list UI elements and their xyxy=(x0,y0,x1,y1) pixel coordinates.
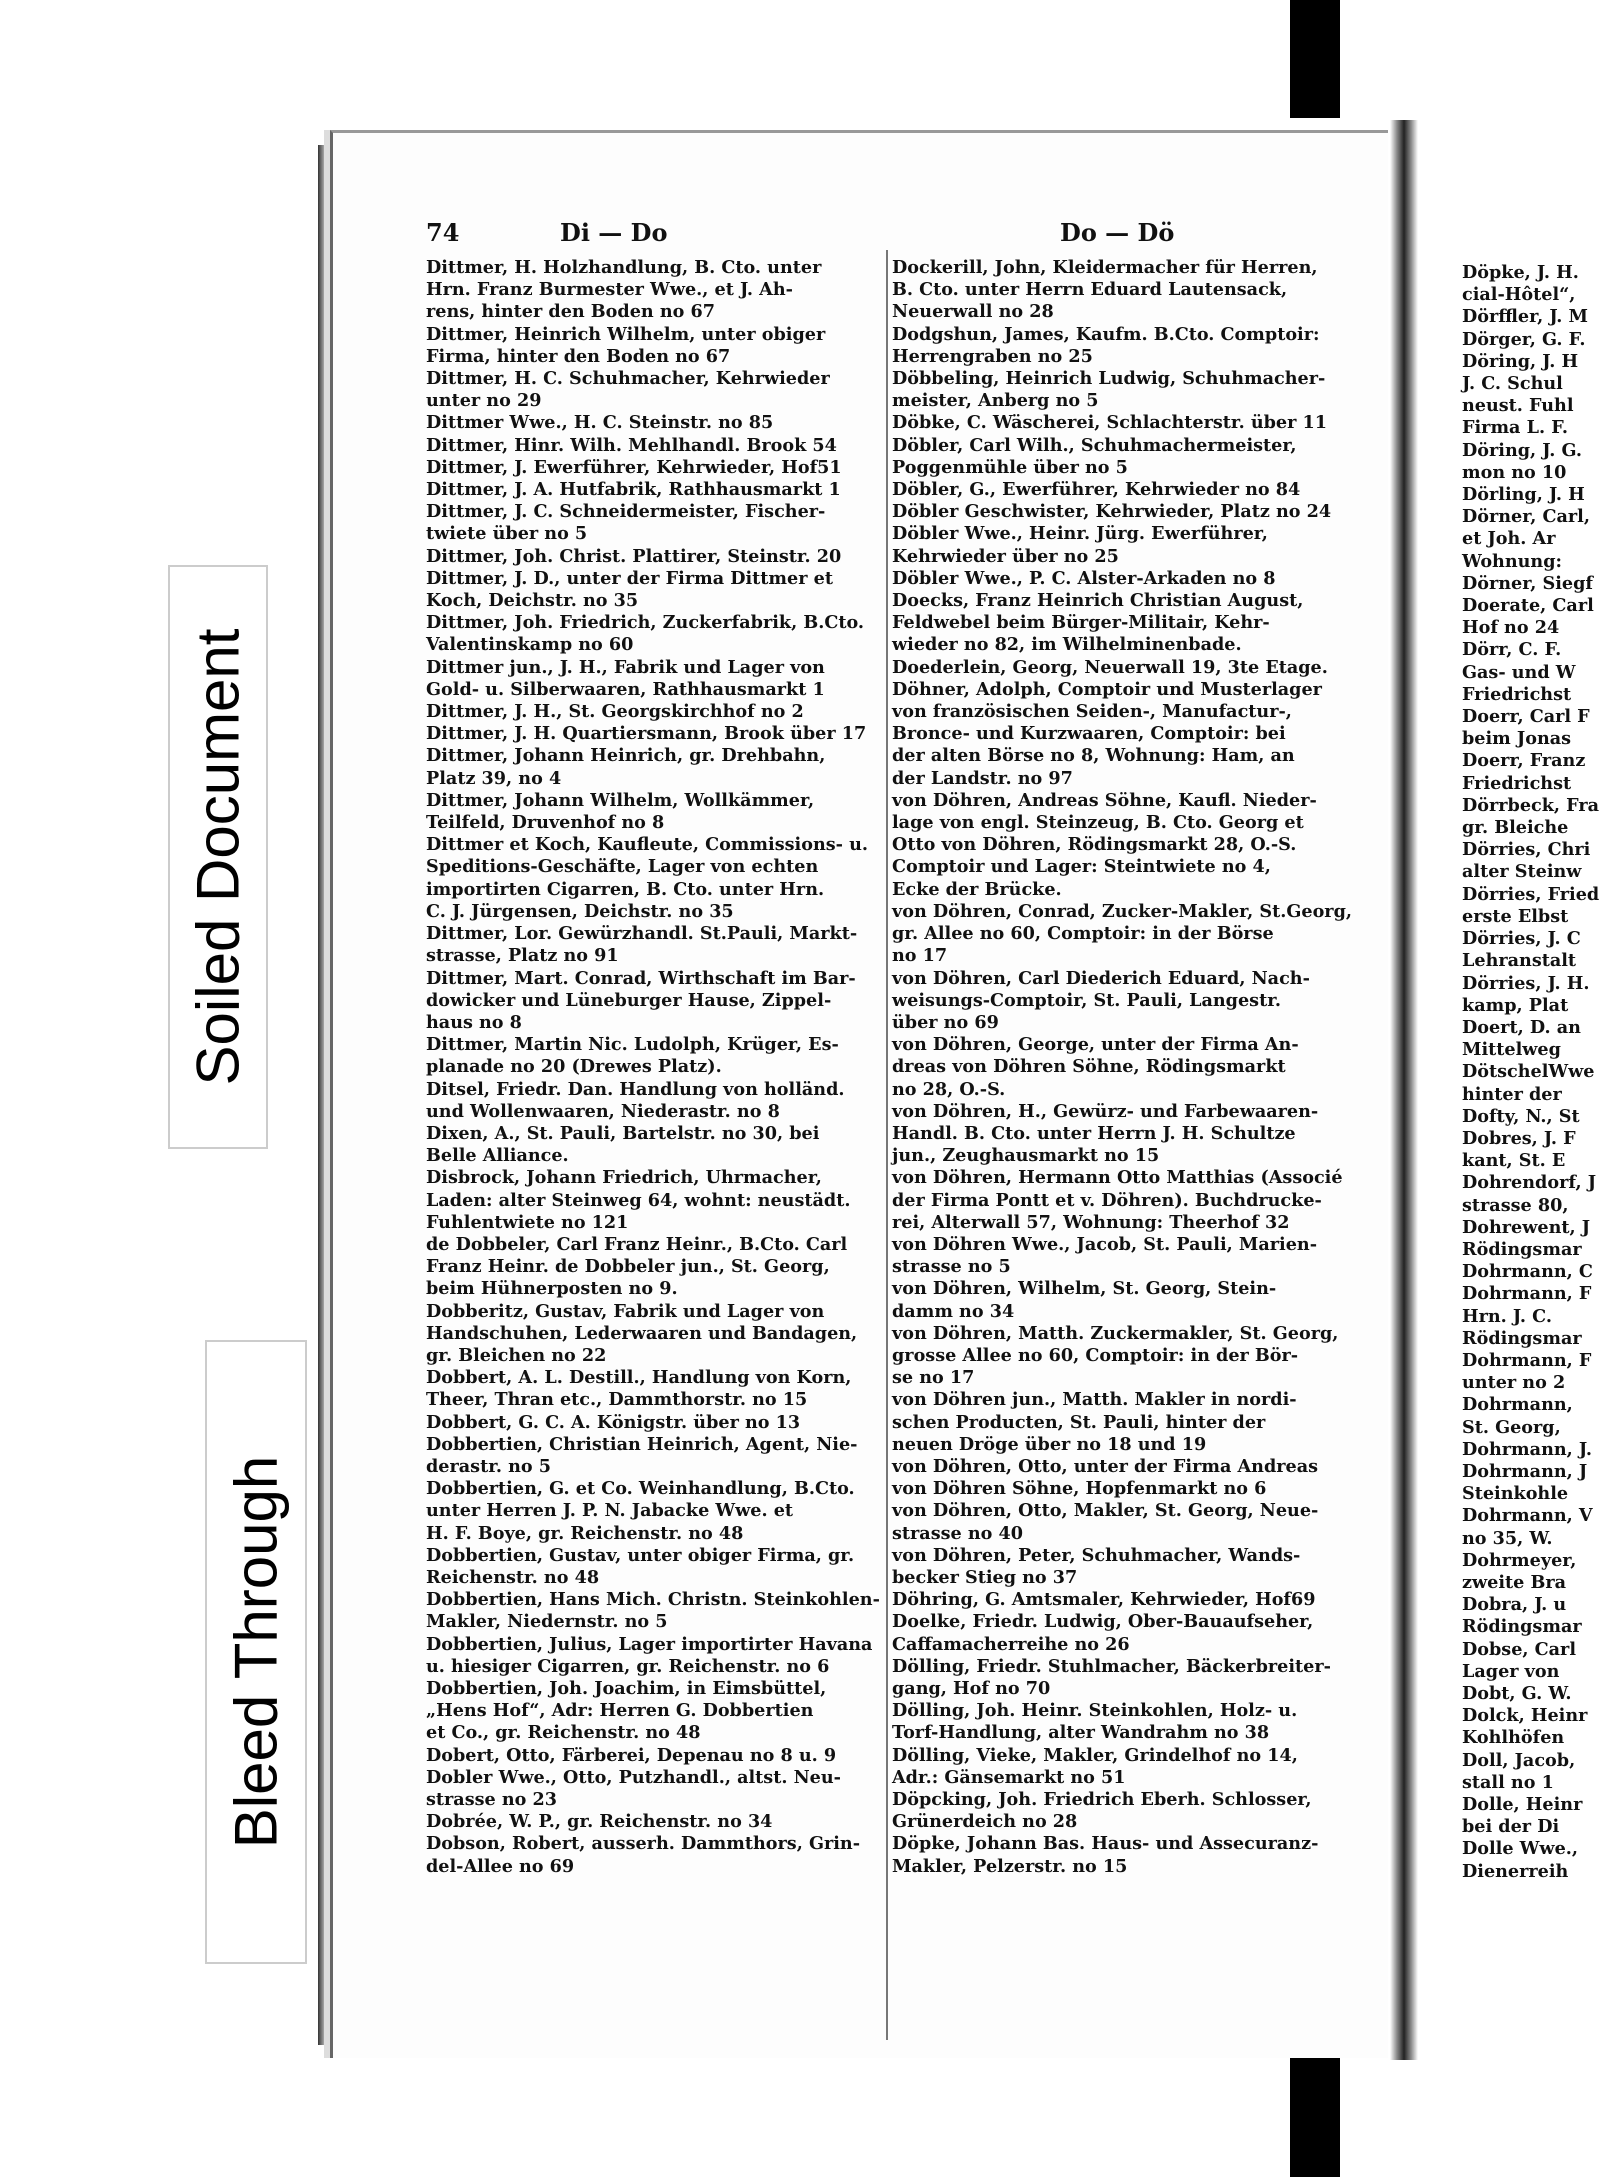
directory-line: Döpke, J. H. xyxy=(1462,262,1579,283)
directory-line: grosse Allee no 60, Comptoir: in der Bör- xyxy=(892,1344,1299,1366)
directory-line: Valentinskamp no 60 xyxy=(426,634,634,656)
directory-line: Poggenmühle über no 5 xyxy=(892,456,1128,478)
directory-line: der alten Börse no 8, Wohnung: Ham, an xyxy=(892,745,1295,767)
directory-line: Dittmer, J. C. Schneidermeister, Fischer- xyxy=(426,501,826,523)
directory-line: über no 69 xyxy=(892,1011,999,1033)
directory-line: Döring, J. H xyxy=(1462,350,1579,372)
directory-line: Wohnung: xyxy=(1462,550,1563,572)
directory-line: Döbler, G., Ewerführer, Kehrwieder no 84 xyxy=(892,479,1301,501)
directory-line: Ecke der Brücke. xyxy=(892,878,1062,900)
directory-line: de Dobbeler, Carl Franz Heinr., B.Cto. Carl xyxy=(426,1233,848,1255)
directory-line: Döpcking, Joh. Friedrich Eberh. Schlosser, xyxy=(892,1789,1312,1811)
directory-line: Döpke, Johann Bas. Haus- und Assecuranz- xyxy=(892,1833,1319,1855)
directory-line: Dittmer, J. H., St. Georgskirchhof no 2 xyxy=(426,701,804,723)
bleed-through-label xyxy=(205,1340,307,1964)
directory-line: Dörner, Carl, xyxy=(1462,506,1590,528)
directory-line: wieder no 82, im Wilhelminenbade. xyxy=(892,634,1242,656)
directory-line: Kohlhöfen xyxy=(1462,1727,1565,1749)
directory-line: Dobbertien, Christian Heinrich, Agent, Nie- xyxy=(426,1433,858,1455)
directory-line: Doert, D. an xyxy=(1462,1016,1581,1038)
directory-line: hinter der xyxy=(1462,1083,1562,1105)
directory-line: Dohrmann, F xyxy=(1462,1283,1592,1305)
directory-line: strasse, Platz no 91 xyxy=(426,945,619,967)
directory-line: Döbler, Carl Wilh., Schuhmachermeister, xyxy=(892,434,1297,456)
directory-line: Dittmer, Mart. Conrad, Wirthschaft im Bar- xyxy=(426,967,856,989)
directory-line: Dittmer, Hinr. Wilh. Mehlhandl. Brook 54 xyxy=(426,434,837,456)
directory-line: Feldwebel beim Bürger-Militair, Kehr- xyxy=(892,612,1270,634)
directory-line: beim Jonas xyxy=(1462,728,1572,750)
directory-line: Caffamacherreihe no 26 xyxy=(892,1633,1130,1655)
directory-line: B. Cto. unter Herrn Eduard Lautensack, xyxy=(892,279,1288,301)
directory-line: Belle Alliance. xyxy=(426,1145,569,1167)
directory-line: schen Producten, St. Pauli, hinter der xyxy=(892,1411,1266,1433)
directory-line: Disbrock, Johann Friedrich, Uhrmacher, xyxy=(426,1167,822,1189)
directory-line: Gas- und W xyxy=(1462,661,1576,683)
directory-line: Döhner, Adolph, Comptoir und Musterlager xyxy=(892,678,1322,700)
directory-line: dowicker und Lüneburger Hause, Zippel- xyxy=(426,989,832,1011)
directory-line: weisungs-Comptoir, St. Pauli, Langestr. xyxy=(892,989,1281,1011)
directory-line: gang, Hof no 70 xyxy=(892,1678,1051,1699)
directory-line: von Döhren Söhne, Hopfenmarkt no 6 xyxy=(892,1478,1267,1500)
directory-line: Firma L. F. xyxy=(1462,417,1569,439)
directory-line: erste Elbst xyxy=(1462,905,1569,927)
directory-line: Dörr, C. F. xyxy=(1462,639,1562,661)
directory-line: Doerr, Carl F xyxy=(1462,706,1590,728)
directory-line: Platz 39, no 4 xyxy=(426,767,562,789)
directory-line: Dörries, Fried xyxy=(1462,883,1600,905)
directory-line: Dobra, J. u xyxy=(1462,1594,1567,1616)
directory-line: Dittmer, Joh. Friedrich, Zuckerfabrik, B.Cto. xyxy=(426,612,865,634)
directory-line: no 28, O.-S. xyxy=(892,1078,1006,1100)
directory-line: Dobert, Otto, Färberei, Depenau no 8 u. 9 xyxy=(426,1744,837,1766)
directory-line: u. hiesiger Cigarren, gr. Reichenstr. no 6 xyxy=(426,1655,830,1677)
directory-line: Dörrbeck, Fra xyxy=(1462,794,1600,816)
directory-line: kant, St. E xyxy=(1462,1150,1566,1172)
directory-line: zweite Bra xyxy=(1462,1571,1566,1593)
directory-line: Döring, J. G. xyxy=(1462,439,1583,461)
directory-line: Dobson, Robert, ausserh. Dammthors, Grin- xyxy=(426,1833,861,1855)
directory-line: Hrn. J. C. xyxy=(1462,1305,1552,1327)
directory-line: Rödingsmar xyxy=(1462,1327,1582,1349)
directory-line: Handschuhen, Lederwaaren und Bandagen, xyxy=(426,1322,858,1344)
directory-line: Dittmer, J. Ewerführer, Kehrwieder, Hof51 xyxy=(426,456,842,478)
directory-line: Döbler Geschwister, Kehrwieder, Platz no 24 xyxy=(892,501,1332,523)
directory-line: Dittmer, J. H. Quartiersmann, Brook über 17 xyxy=(426,723,867,745)
directory-line: Dixen, A., St. Pauli, Bartelstr. no 30, bei xyxy=(426,1122,820,1144)
directory-line: beim Hühnerposten no 9. xyxy=(426,1278,678,1300)
directory-line: alter Steinw xyxy=(1462,861,1582,883)
directory-line: Theer, Thran etc., Dammthorstr. no 15 xyxy=(426,1389,808,1411)
directory-line: Makler, Pelzerstr. no 15 xyxy=(892,1855,1128,1877)
directory-line: Dittmer, Martin Nic. Ludolph, Krüger, Es- xyxy=(426,1034,839,1056)
directory-line: Dobler Wwe., Otto, Putzhandl., altst. Neu- xyxy=(426,1766,841,1788)
directory-line: Dittmer, J. A. Hutfabrik, Rathhausmarkt 1 xyxy=(426,479,841,501)
directory-line: Dohrewent, J xyxy=(1462,1216,1591,1238)
directory-line: Dobberitz, Gustav, Fabrik und Lager von xyxy=(426,1300,825,1322)
directory-line: Dittmer, J. D., unter der Firma Dittmer et xyxy=(426,567,833,589)
directory-line: Dolck, Heinr xyxy=(1462,1705,1588,1727)
directory-line: von Döhren jun., Matth. Makler in nordi- xyxy=(892,1389,1297,1411)
directory-line: Dohrmann, F xyxy=(1462,1349,1592,1371)
directory-line: von Döhren, H., Gewürz- und Farbewaaren- xyxy=(892,1100,1319,1122)
directory-line: Bronce- und Kurzwaaren, Comptoir: bei xyxy=(892,723,1286,745)
directory-line: Speditions-Geschäfte, Lager von echten xyxy=(426,856,819,878)
directory-line: strasse no 40 xyxy=(892,1522,1023,1544)
directory-line: der Landstr. no 97 xyxy=(892,767,1073,789)
directory-line: meister, Anberg no 5 xyxy=(892,390,1099,412)
directory-line: strasse 80, xyxy=(1462,1194,1569,1216)
directory-line: Herrengraben no 25 xyxy=(892,345,1093,367)
directory-line: Friedrichst xyxy=(1462,683,1572,705)
header-right-range: Do — Dö xyxy=(1060,218,1175,247)
directory-line: et Co., gr. Reichenstr. no 48 xyxy=(426,1722,701,1744)
directory-line: Dobbert, G. C. A. Königstr. über no 13 xyxy=(426,1411,801,1433)
directory-line: von französischen Seiden-, Manufactur-, xyxy=(892,701,1292,723)
directory-line: stall no 1 xyxy=(1462,1771,1554,1793)
directory-line: Fuhlentwiete no 121 xyxy=(426,1211,629,1233)
directory-line: Dobt, G. W. xyxy=(1462,1683,1572,1704)
directory-line: Dörffler, J. M xyxy=(1462,306,1589,328)
directory-line: Dölling, Joh. Heinr. Steinkohlen, Holz- u. xyxy=(892,1700,1298,1722)
directory-line: Lehranstalt xyxy=(1462,950,1577,972)
directory-line: von Döhren Wwe., Jacob, St. Pauli, Marien- xyxy=(892,1233,1317,1255)
directory-line: bei der Di xyxy=(1462,1816,1560,1838)
directory-line: Dörries, J. C xyxy=(1462,928,1581,950)
directory-line: Hof no 24 xyxy=(1462,617,1560,639)
directory-line: Dolle, Heinr xyxy=(1462,1794,1583,1816)
directory-line: cial-Hôtel“, xyxy=(1462,284,1576,306)
directory-line: Dohrmann, J. xyxy=(1462,1438,1592,1460)
directory-line: twiete über no 5 xyxy=(426,523,588,545)
directory-line: St. Georg, xyxy=(1462,1416,1561,1438)
directory-line: Dörling, J. H xyxy=(1462,484,1585,506)
directory-line: del-Allee no 69 xyxy=(426,1855,575,1877)
directory-line: et Joh. Ar xyxy=(1462,528,1556,550)
directory-line: Dobbertien, Joh. Joachim, in Eimsbüttel, xyxy=(426,1678,827,1699)
directory-line: von Döhren, Matth. Zuckermakler, St. Georg, xyxy=(892,1322,1339,1344)
directory-column-facing-page xyxy=(1462,262,1600,1883)
directory-line: no 35, W. xyxy=(1462,1527,1553,1549)
directory-line: Döbke, C. Wäscherei, Schlachterstr. über 11 xyxy=(892,412,1327,434)
directory-line: Dohrendorf, J xyxy=(1462,1172,1597,1194)
directory-line: se no 17 xyxy=(892,1367,975,1389)
directory-line: Doelke, Friedr. Ludwig, Ober-Bauaufseher, xyxy=(892,1611,1314,1633)
directory-line: Rödingsmar xyxy=(1462,1616,1582,1638)
directory-line: Neuerwall no 28 xyxy=(892,301,1054,323)
directory-line: gr. Allee no 60, Comptoir: in der Börse xyxy=(892,923,1274,945)
directory-line: Dobrée, W. P., gr. Reichenstr. no 34 xyxy=(426,1811,773,1833)
directory-column-left xyxy=(426,257,886,1878)
directory-line: damm no 34 xyxy=(892,1300,1015,1322)
directory-line: Döbbeling, Heinrich Ludwig, Schuhmacher- xyxy=(892,368,1326,390)
directory-line: Rödingsmar xyxy=(1462,1238,1582,1260)
directory-line: rei, Alterwall 57, Wohnung: Theerhof 32 xyxy=(892,1211,1290,1233)
directory-line: Döhring, G. Amtsmaler, Kehrwieder, Hof69 xyxy=(892,1589,1316,1611)
directory-line: Dittmer, H. C. Schuhmacher, Kehrwieder xyxy=(426,368,830,390)
header-left-range: Di — Do xyxy=(560,218,668,247)
directory-line: J. C. Schul xyxy=(1462,373,1563,395)
directory-line: importirten Cigarren, B. Cto. unter Hrn. xyxy=(426,878,825,900)
book-gutter xyxy=(1390,120,1418,2060)
directory-line: Dohrmann, C xyxy=(1462,1261,1593,1283)
directory-line: strasse no 23 xyxy=(426,1789,557,1811)
directory-line: Doerate, Carl xyxy=(1462,595,1594,617)
directory-line: Lager von xyxy=(1462,1660,1560,1682)
directory-line: Steinkohle xyxy=(1462,1483,1569,1505)
directory-line: Hrn. Franz Burmester Wwe., et J. Ah- xyxy=(426,279,793,301)
directory-column-middle xyxy=(892,257,1382,1878)
directory-line: „Hens Hof“, Adr: Herren G. Dobbertien xyxy=(426,1700,814,1722)
directory-line: Dittmer, H. Holzhandlung, B. Cto. unter xyxy=(426,257,822,278)
directory-line: H. F. Boye, gr. Reichenstr. no 48 xyxy=(426,1522,744,1544)
directory-line: Friedrichst xyxy=(1462,772,1572,794)
directory-line: Firma, hinter den Boden no 67 xyxy=(426,345,731,367)
directory-line: gr. Bleichen no 22 xyxy=(426,1344,607,1366)
directory-line: Mittelweg xyxy=(1462,1039,1561,1061)
directory-line: von Döhren, Carl Diederich Eduard, Nach- xyxy=(892,967,1310,989)
directory-line: von Döhren, Andreas Söhne, Kaufl. Nieder- xyxy=(892,789,1317,811)
directory-line: Dölling, Vieke, Makler, Grindelhof no 14, xyxy=(892,1744,1298,1766)
directory-line: Döbler Wwe., P. C. Alster-Arkaden no 8 xyxy=(892,567,1276,589)
directory-line: Gold- u. Silberwaaren, Rathhausmarkt 1 xyxy=(426,678,825,700)
soiled-document-text: Soiled Document xyxy=(184,628,252,1086)
directory-line: Franz Heinr. de Dobbeler jun., St. Georg, xyxy=(426,1256,830,1278)
soiled-document-label xyxy=(168,565,268,1149)
directory-line: Dienerreih xyxy=(1462,1860,1569,1882)
directory-line: Dörries, J. H. xyxy=(1462,972,1590,994)
directory-line: und Wollenwaaren, Niederastr. no 8 xyxy=(426,1100,780,1122)
directory-line: becker Stieg no 37 xyxy=(892,1566,1078,1588)
directory-line: unter Herren J. P. N. Jabacke Wwe. et xyxy=(426,1500,794,1522)
directory-line: C. J. Jürgensen, Deichstr. no 35 xyxy=(426,900,734,922)
directory-line: Dohrmeyer, xyxy=(1462,1549,1577,1571)
directory-line: von Döhren, Wilhelm, St. Georg, Stein- xyxy=(892,1278,1277,1300)
directory-line: Dobbertien, G. et Co. Weinhandlung, B.Cto. xyxy=(426,1478,855,1500)
directory-line: Dörger, G. F. xyxy=(1462,328,1586,350)
directory-line: Dobres, J. F xyxy=(1462,1127,1576,1149)
directory-line: neuen Dröge über no 18 und 19 xyxy=(892,1433,1207,1455)
directory-line: Doederlein, Georg, Neuerwall 19, 3te Etage. xyxy=(892,656,1328,678)
page-number: 74 xyxy=(426,218,460,247)
directory-line: Doll, Jacob, xyxy=(1462,1749,1576,1771)
directory-line: Koch, Deichstr. no 35 xyxy=(426,590,639,612)
bleed-through-text: Bleed Through xyxy=(222,1455,290,1849)
directory-line: Dobbertien, Gustav, unter obiger Firma, gr. xyxy=(426,1544,855,1566)
directory-line: Dolle Wwe., xyxy=(1462,1838,1579,1860)
directory-line: haus no 8 xyxy=(426,1011,522,1033)
directory-line: unter no 29 xyxy=(426,390,542,412)
directory-line: Dittmer, Joh. Christ. Plattirer, Steinstr. 20 xyxy=(426,545,842,567)
directory-line: Makler, Niedernstr. no 5 xyxy=(426,1611,668,1633)
directory-line: rens, hinter den Boden no 67 xyxy=(426,301,715,323)
directory-line: Dittmer Wwe., H. C. Steinstr. no 85 xyxy=(426,412,774,434)
directory-line: gr. Bleiche xyxy=(1462,817,1569,839)
directory-line: no 17 xyxy=(892,945,948,967)
directory-line: derastr. no 5 xyxy=(426,1455,551,1477)
directory-line: Döbler Wwe., Heinr. Jürg. Ewerführer, xyxy=(892,523,1268,545)
directory-line: Otto von Döhren, Rödingsmarkt 28, O.-S. xyxy=(892,834,1297,856)
directory-line: Laden: alter Steinweg 64, wohnt: neustädt. xyxy=(426,1189,851,1211)
directory-line: Handl. B. Cto. unter Herrn J. H. Schultze xyxy=(892,1122,1296,1144)
directory-line: lage von engl. Steinzeug, B. Cto. Georg et xyxy=(892,812,1304,834)
directory-line: Dohrmann, V xyxy=(1462,1505,1593,1527)
directory-line: Teilfeld, Druvenhof no 8 xyxy=(426,812,665,834)
directory-line: Dittmer, Heinrich Wilhelm, unter obiger xyxy=(426,323,826,345)
directory-line: Dofty, N., St xyxy=(1462,1105,1580,1127)
directory-line: Torf-Handlung, alter Wandrahm no 38 xyxy=(892,1722,1270,1744)
black-scan-strip-top xyxy=(1290,0,1340,118)
directory-line: mon no 10 xyxy=(1462,461,1567,483)
directory-line: unter no 2 xyxy=(1462,1372,1566,1394)
directory-line: DötschelWwe xyxy=(1462,1061,1595,1083)
directory-line: Dockerill, John, Kleidermacher für Herren, xyxy=(892,257,1318,278)
directory-line: von Döhren, Otto, Makler, St. Georg, Neue- xyxy=(892,1500,1319,1522)
directory-line: von Döhren, Peter, Schuhmacher, Wands- xyxy=(892,1544,1301,1566)
directory-line: planade no 20 (Drewes Platz). xyxy=(426,1056,722,1078)
directory-line: Doecks, Franz Heinrich Christian August, xyxy=(892,590,1304,612)
column-divider xyxy=(886,250,888,2040)
directory-line: der Firma Pontt et v. Döhren). Buchdrucke- xyxy=(892,1189,1322,1211)
directory-line: strasse no 5 xyxy=(892,1256,1011,1278)
directory-line: Adr.: Gänsemarkt no 51 xyxy=(892,1766,1126,1788)
directory-line: Dittmer et Koch, Kaufleute, Commissions- u. xyxy=(426,834,868,856)
directory-line: Reichenstr. no 48 xyxy=(426,1566,600,1588)
directory-line: von Döhren, Conrad, Zucker-Makler, St.Georg, xyxy=(892,900,1353,922)
directory-line: Dörries, Chri xyxy=(1462,839,1591,861)
directory-line: Dölling, Friedr. Stuhlmacher, Bäckerbreiter- xyxy=(892,1655,1331,1677)
directory-line: Dobse, Carl xyxy=(1462,1638,1576,1660)
directory-line: jun., Zeughausmarkt no 15 xyxy=(892,1145,1160,1167)
directory-line: Dittmer jun., J. H., Fabrik und Lager von xyxy=(426,656,825,678)
directory-line: Dittmer, Lor. Gewürzhandl. St.Pauli, Markt- xyxy=(426,923,858,945)
directory-line: Kehrwieder über no 25 xyxy=(892,545,1119,567)
directory-line: Ditsel, Friedr. Dan. Handlung von holländ. xyxy=(426,1078,845,1100)
directory-line: Doerr, Franz xyxy=(1462,750,1586,772)
directory-line: Dobbert, A. L. Destill., Handlung von Korn, xyxy=(426,1367,852,1389)
directory-line: Dobbertien, Hans Mich. Christn. Steinkohlen- xyxy=(426,1589,880,1611)
directory-line: von Döhren, Hermann Otto Matthias (Associé xyxy=(892,1167,1343,1189)
directory-line: neust. Fuhl xyxy=(1462,395,1574,417)
directory-line: kamp, Plat xyxy=(1462,994,1569,1016)
directory-line: Dodgshun, James, Kaufm. B.Cto. Comptoir: xyxy=(892,323,1320,345)
directory-line: von Döhren, Otto, unter der Firma Andreas xyxy=(892,1455,1319,1477)
directory-line: Dohrmann, J xyxy=(1462,1460,1588,1482)
directory-line: Dittmer, Johann Heinrich, gr. Drehbahn, xyxy=(426,745,826,767)
directory-line: Dittmer, Johann Wilhelm, Wollkämmer, xyxy=(426,789,815,811)
directory-line: Grünerdeich no 28 xyxy=(892,1811,1078,1833)
directory-line: Dohrmann, xyxy=(1462,1394,1573,1416)
directory-line: Dörner, Siegf xyxy=(1462,572,1593,594)
directory-line: dreas von Döhren Söhne, Rödingsmarkt xyxy=(892,1056,1286,1078)
directory-line: Dobbertien, Julius, Lager importirter Havana xyxy=(426,1633,873,1655)
directory-line: Comptoir und Lager: Steintwiete no 4, xyxy=(892,856,1271,878)
directory-line: von Döhren, George, unter der Firma An- xyxy=(892,1034,1299,1056)
